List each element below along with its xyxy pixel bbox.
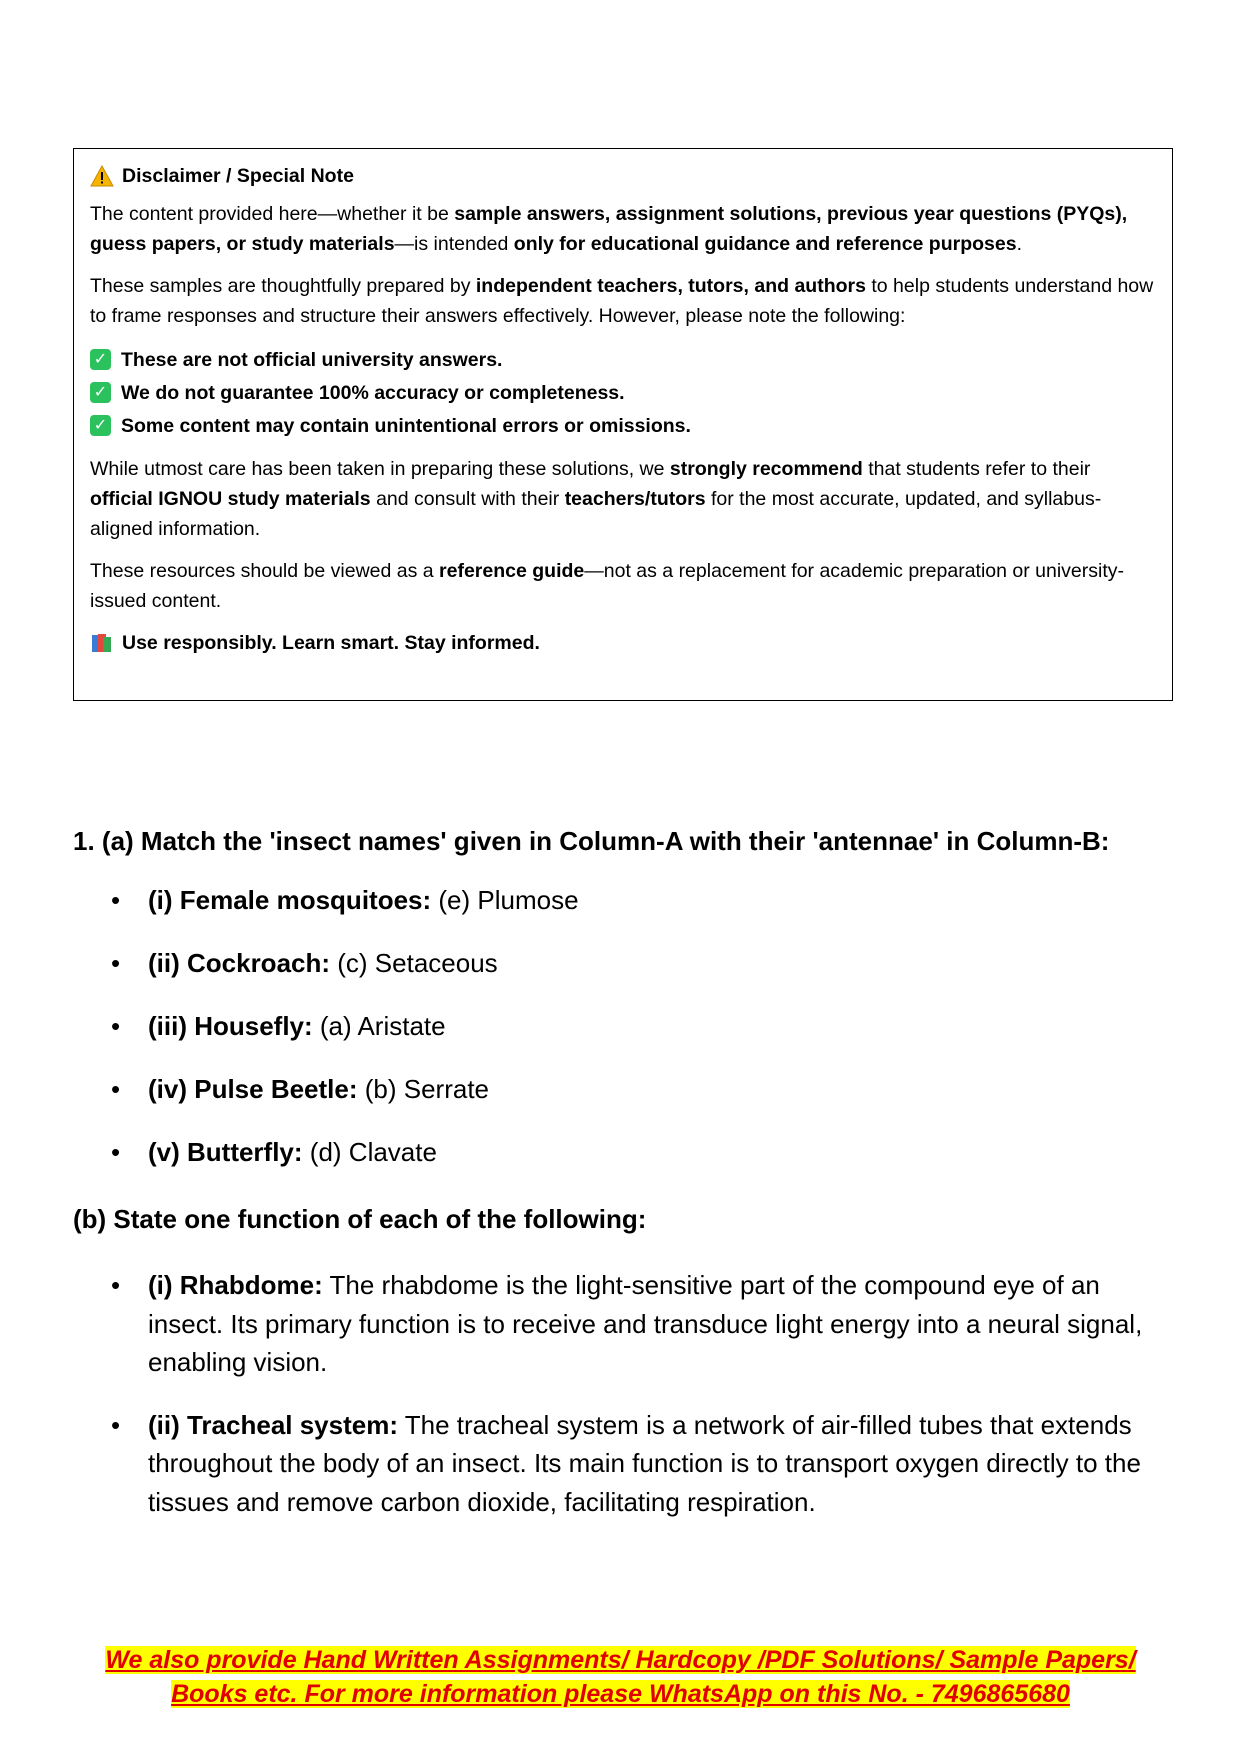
- disclaimer-paragraph-4: These resources should be viewed as a reference guide—not as a replacement for academic preparation or university-issued content.: [90, 560, 1125, 612]
- disclaimer-footer: Use responsibly. Learn smart. Stay informed.: [90, 628, 1156, 658]
- list-item: • (i) Rhabdome: The rhabdome is the light-sensitive part of the compound eye of an insect. Its primary function is to receive and transduce light energy into a neural signal, enabling vision.: [73, 1266, 1173, 1382]
- promo-line-2[interactable]: Books etc. For more information please WhatsApp on this No. - 7496865680: [171, 1680, 1070, 1708]
- bullet: •: [111, 948, 121, 978]
- list-item: • (iv) Pulse Beetle: (b) Serrate: [111, 1074, 490, 1104]
- disclaimer-paragraph-3: While utmost care has been taken in preparing these solutions, we strongly recommend that students refer to their official IGNOU study materials and consult with their teachers/tutors for the most accurate, updated, and syllabus-aligned information.: [90, 458, 1102, 540]
- books-icon: [90, 632, 114, 654]
- disclaimer-paragraph-2: These samples are thoughtfully prepared by independent teachers, tutors, and authors to help students understand how to frame responses and structure their answers effectively. However, please note the following:: [90, 275, 1154, 327]
- check-item: ✓ Some content may contain unintentional errors or omissions.: [90, 409, 1156, 442]
- disclaimer-title: Disclaimer / Special Note: [90, 161, 1156, 191]
- checkmark-icon: ✓: [90, 349, 111, 370]
- bullet: •: [111, 885, 121, 915]
- function-list: [73, 1266, 1173, 1545]
- list-item: • (i) Female mosquitoes: (e) Plumose: [111, 885, 579, 915]
- bullet: •: [111, 1011, 121, 1041]
- disclaimer-paragraph-1: The content provided here—whether it be sample answers, assignment solutions, previous year questions (PYQs), guess papers, or study materials—is intended only for educational guidance and reference purposes.: [90, 203, 1128, 255]
- bullet: •: [111, 1137, 121, 1167]
- check-list: [90, 343, 1156, 442]
- bullet: •: [111, 1270, 121, 1300]
- bullet: •: [111, 1409, 121, 1440]
- promo-line-1[interactable]: We also provide Hand Written Assignments/ Hardcopy /PDF Solutions/ Sample Papers/: [105, 1646, 1136, 1674]
- question-b-title: (b) State one function of each of the following:: [73, 1204, 647, 1234]
- match-list: [73, 885, 579, 1200]
- check-item: ✓ We do not guarantee 100% accuracy or completeness.: [90, 376, 1156, 409]
- list-item: • (ii) Cockroach: (c) Setaceous: [111, 948, 498, 978]
- list-item: • (iii) Housefly: (a) Aristate: [111, 1011, 446, 1041]
- promo-banner: [0, 1643, 1241, 1711]
- disclaimer-box: [73, 148, 1173, 701]
- bullet: •: [111, 1074, 121, 1104]
- list-item: • (ii) Tracheal system: The tracheal system is a network of air-filled tubes that extends throughout the body of an insect. Its main function is to transport oxygen directly to the tissues and remove carbon dioxide, facilitating respiration.: [73, 1406, 1173, 1522]
- question-a-title: 1. (a) Match the 'insect names' given in Column-A with their 'antennae' in Column-B:: [73, 826, 1110, 856]
- check-item: ✓ These are not official university answers.: [90, 343, 1156, 376]
- checkmark-icon: ✓: [90, 415, 111, 436]
- checkmark-icon: ✓: [90, 382, 111, 403]
- warning-icon: [90, 165, 114, 187]
- list-item: • (v) Butterfly: (d) Clavate: [111, 1137, 437, 1167]
